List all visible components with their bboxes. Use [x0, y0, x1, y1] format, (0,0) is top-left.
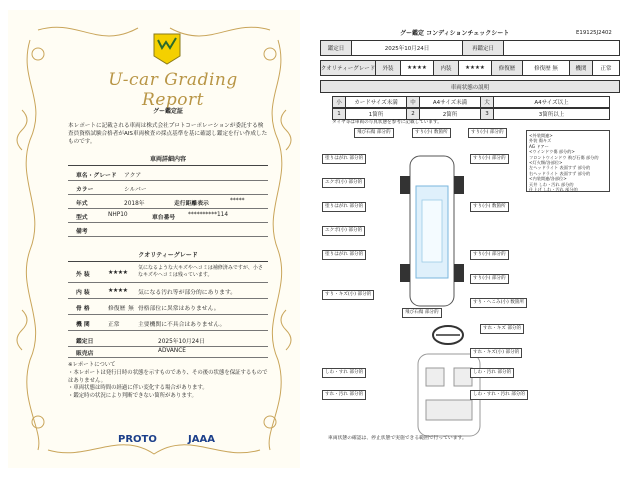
- size-desc: A4サイズ未満: [420, 97, 481, 107]
- date-table: [320, 40, 620, 56]
- damage-callout: すり(小) 部分的: [468, 128, 507, 138]
- damage-callout: 飛び石傷 部分的: [402, 308, 442, 318]
- quality-grade-label: クオリティーグレード: [321, 61, 376, 75]
- grade-key: 外装: [376, 61, 401, 75]
- damage-callout: すり(小) 部分的: [470, 250, 509, 260]
- jaaa-logo: JAAA: [188, 434, 215, 445]
- damage-callout: すり・キズ(小) 部分的: [322, 290, 374, 300]
- damage-callout: 塗りはがれ 部分的: [322, 202, 366, 212]
- state-section-title: 車両状態の説明: [450, 84, 490, 91]
- report-notes: ※レポートについて ・本レポートは発行日時の状態を示すものであり、その後の状態を保証するものではありません。 ・車両状態は時間の経過に伴い変化する場合があります。 ・鑑定時の状況により判断できない箇所があります。: [68, 362, 268, 400]
- damage-callout: エクボ(小) 部分的: [322, 178, 365, 188]
- repair-history-value: 無: [128, 306, 134, 312]
- exterior-stars: ★★★★: [108, 269, 128, 276]
- row-label: 外 装: [76, 272, 90, 278]
- sheet-footer: 車両状態の確認は、停止状態で実施できる範囲で行っています。: [328, 436, 467, 441]
- row-label-2: 車台番号: [152, 215, 176, 221]
- certificate-title: グー鑑定証: [152, 108, 183, 115]
- count-desc: 2箇所: [420, 109, 481, 119]
- dealer-row: [68, 346, 268, 358]
- report-heading: U-car Grading Report: [108, 70, 238, 110]
- count-key: 1: [333, 109, 346, 119]
- size-legend-table: [332, 96, 610, 108]
- grade-value: ★★★★: [459, 61, 492, 75]
- row-label: 販売店: [76, 351, 94, 357]
- size-desc: カードサイズ未満: [346, 97, 407, 107]
- row-label: 内 装: [76, 290, 90, 296]
- row-label-2: 走行距離表示: [174, 201, 209, 207]
- damage-callout: すり・へこみ(小) 数箇所: [470, 298, 527, 308]
- certificate-intro: 本レポートに記載される車両は株式会社プロトコーポレーションが委託する検査員資格試験合格者がAIS車両検査の採点基準を基に確認し鑑定を行い作成したものです。: [68, 123, 268, 145]
- damage-callout: 塗りはがれ 部分的: [322, 250, 366, 260]
- damage-callout: しわ・すれ 部分的: [322, 368, 366, 378]
- proto-logo: PROTO: [118, 434, 157, 445]
- damage-callout: エクボ(小) 部分的: [322, 226, 365, 236]
- size-desc: A4サイズ以上: [534, 100, 569, 106]
- interior-stars: ★★★★: [108, 287, 128, 294]
- gu-appraisal-badge-icon: [152, 32, 182, 66]
- row-value: アクア: [124, 173, 142, 179]
- quality-section-title: クオリティーグレード: [68, 250, 268, 262]
- reappraisal-value: [504, 41, 619, 55]
- steering-wheel-icon: [430, 324, 466, 346]
- damage-callout: 塗りはがれ 部分的: [322, 154, 366, 164]
- dealer-name: ADVANCE: [158, 348, 186, 354]
- car-top-view-diagram: [382, 146, 482, 316]
- row-label: 鑑定日: [76, 339, 94, 345]
- date-label: 鑑定日: [321, 41, 352, 55]
- grade-value: ★★★★: [401, 61, 434, 75]
- count-desc: 1箇所: [346, 109, 407, 119]
- row-text: 気になる汚れ等が部分的にあります。: [138, 290, 237, 296]
- grade-value: 正常: [600, 66, 612, 72]
- damage-callout: すり(小) 部分的: [470, 274, 509, 284]
- vehicle-section-title: 車両詳細内容: [68, 154, 268, 166]
- grade-key: 機関: [570, 61, 593, 75]
- quality-row-frame: [68, 298, 268, 315]
- row-value: 2018年: [124, 201, 145, 207]
- damage-callout: すれ・キズ 部分的: [480, 324, 524, 334]
- row-label: 骨 格: [76, 306, 90, 312]
- appraisal-date: 2025年10月24日: [352, 41, 463, 55]
- row-value-2: *****: [230, 198, 245, 204]
- count-key: 3: [481, 109, 494, 119]
- reappraisal-label: 再鑑定日: [463, 41, 504, 55]
- row-label: 型式: [76, 215, 88, 221]
- tire-note: タイヤ等は車両の写真状態を参考に記載しています。: [332, 120, 442, 125]
- grade-key: 修復歴: [492, 61, 523, 75]
- count-desc: 3箇所以上: [538, 112, 565, 118]
- damage-callout: しわ・すれ・汚れ 部分的: [470, 390, 528, 400]
- grading-certificate: [8, 10, 300, 468]
- document-id: E19125J2402: [576, 30, 612, 36]
- quality-row-interior: [68, 282, 268, 299]
- vehicle-row-year: [68, 194, 268, 209]
- damage-callout: すれ・キズ(小) 部分的: [470, 348, 522, 358]
- damage-callout: すれ・汚れ 部分的: [322, 390, 366, 400]
- row-label: 備考: [76, 229, 88, 235]
- condition-check-sheet: [320, 28, 620, 468]
- quality-row-engine: [68, 314, 268, 331]
- quality-row-exterior: [68, 262, 268, 283]
- vehicle-row-color: [68, 180, 268, 195]
- condition-legend: <外装関連> 外装 傷キズ AG ドアー <ウインドウ傷 部分的> フロントウインドウ 飛び石傷 部分的 <灯火類/各部位> 左ヘッドライト 表面すず 部分的 右ヘッドライト 表面すず 部分的 <内装関連/各部位> 天井 しわ・汚れ 部分的 仕上げ しわ・汚れ 部分的: [526, 130, 610, 192]
- grade-key: 内装: [434, 61, 459, 75]
- count-legend-table: [332, 108, 610, 120]
- grade-table: [320, 60, 620, 76]
- grade-value: 修復歴 無: [523, 61, 570, 75]
- row-text: 気になるような大キズやヘコミは補修済みですが、小さなキズやヘコミは残っています。: [138, 265, 263, 278]
- vehicle-row-notes: [68, 222, 268, 237]
- vehicle-row-name: [68, 166, 268, 181]
- row-value: NHP10: [108, 212, 128, 218]
- damage-callout: すり(小) 数箇所: [470, 202, 509, 212]
- row-label: 機 関: [76, 322, 90, 328]
- sheet-title: グー鑑定 コンディションチェックシート: [400, 30, 510, 37]
- size-key: 小: [333, 97, 346, 107]
- row-label: 年式: [76, 201, 88, 207]
- row-label: 車名・グレード: [76, 173, 117, 179]
- engine-grade: 正常: [108, 322, 120, 328]
- appraisal-date-row: [68, 332, 268, 347]
- row-value-2: **********114: [188, 212, 229, 218]
- row-label: カラー: [76, 187, 94, 193]
- damage-callout: しわ・汚れ 部分的: [470, 368, 514, 378]
- logo-strip: [118, 434, 238, 450]
- damage-callout: すり(小) 数箇所: [412, 128, 451, 138]
- count-key: 2: [407, 109, 420, 119]
- state-section: [320, 80, 620, 93]
- repair-history-label: 修復歴: [108, 306, 126, 312]
- damage-callout: 飛び石傷 部分的: [354, 128, 394, 138]
- row-text: 骨格部位に異常はありません。: [138, 306, 220, 312]
- size-key: 中: [407, 97, 420, 107]
- row-text: 主要機関に不具合はありません。: [138, 322, 226, 328]
- row-value: シルバー: [124, 187, 147, 193]
- size-key: 大: [481, 97, 494, 107]
- vehicle-row-model: [68, 208, 268, 223]
- appraisal-date: 2025年10月24日: [158, 339, 205, 345]
- damage-callout: すり(小) 部分的: [470, 154, 509, 164]
